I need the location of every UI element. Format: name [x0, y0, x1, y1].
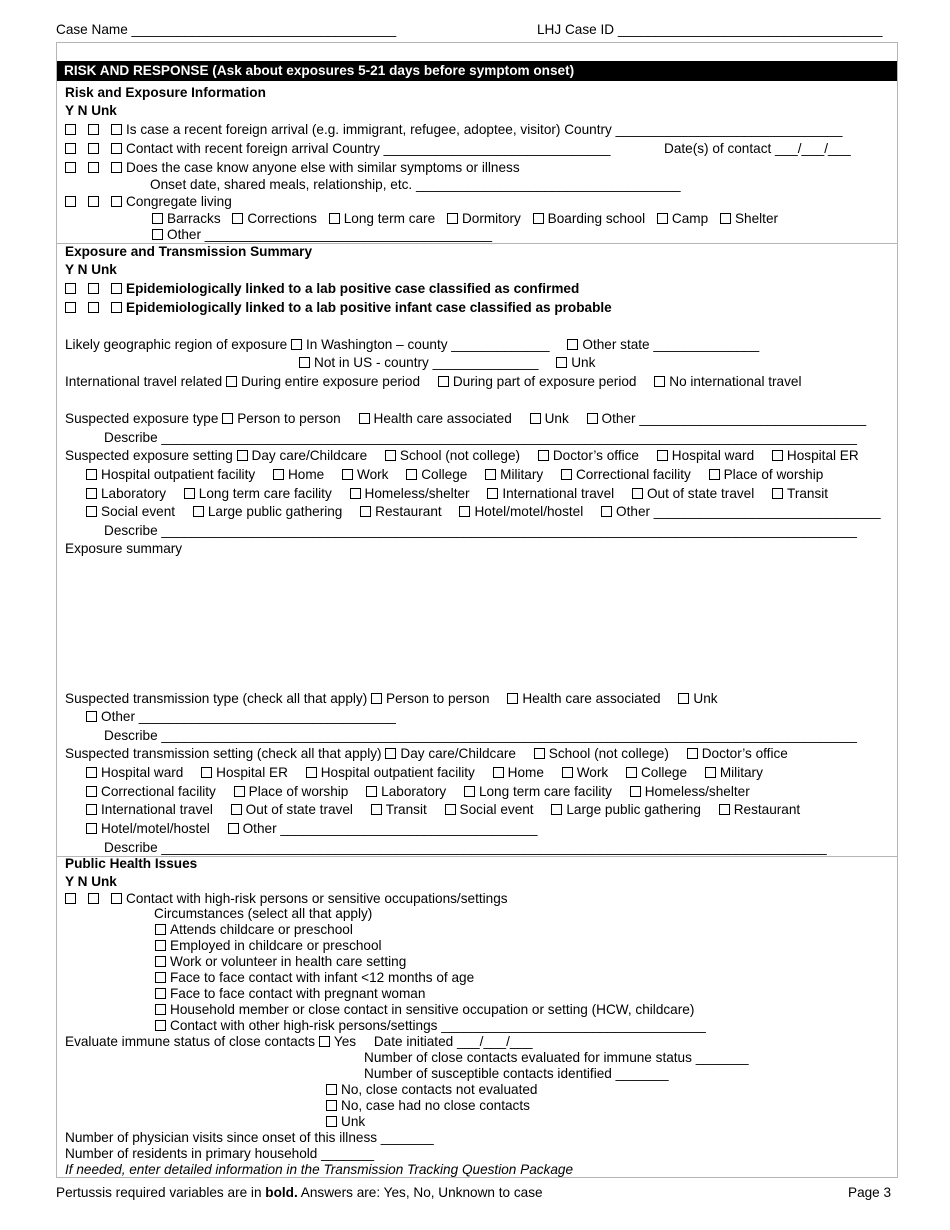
option-label: Work or volunteer in health care setting [170, 954, 407, 969]
exp-type-checkbox[interactable] [359, 413, 370, 424]
option-label: Restaurant [733, 802, 801, 817]
public-health-q1-label: Contact with high-risk persons or sensitive occupations/settings [126, 891, 508, 906]
no-checkbox[interactable] [88, 162, 99, 173]
transmission-setting-row2 [86, 765, 763, 781]
exp-setting-checkbox[interactable] [657, 450, 668, 461]
exp-setting-other-checkbox[interactable] [601, 506, 612, 517]
option-label: Health care associated [522, 691, 661, 706]
transmission-setting-row3 [86, 784, 750, 800]
immune-no-checkbox[interactable] [326, 1084, 337, 1095]
geo-label: Likely geographic region of exposure [65, 337, 288, 352]
footer-pre: Pertussis required variables are in [56, 1185, 266, 1200]
exp-type-other-field[interactable]: Other ______________________________ [601, 411, 867, 426]
exp-type-other-checkbox[interactable] [587, 413, 598, 424]
page-number: Page 3 [848, 1185, 892, 1200]
intl-label: International travel related [65, 374, 223, 389]
risk-q2-label: Contact with recent foreign arrival Country ______________________________ [126, 141, 611, 156]
circumstance-checkbox[interactable] [155, 924, 166, 935]
trans-type-label: Suspected transmission type (check all that apply) [65, 691, 368, 706]
circumstance-checkbox[interactable] [155, 1004, 166, 1015]
circumstance-other-field[interactable]: Contact with other high-risk persons/settings ___________________________________ [170, 1018, 706, 1033]
geo-unk-checkbox[interactable] [556, 357, 567, 368]
summary-title: Exposure and Transmission Summary [65, 244, 313, 259]
congregate-checkbox[interactable] [152, 213, 163, 224]
exp-setting-checkbox[interactable] [487, 488, 498, 499]
option-label: Laboratory [381, 784, 447, 799]
immune-yes-label: Yes [333, 1034, 357, 1049]
trans-setting-other-checkbox[interactable] [228, 823, 239, 834]
exposure-setting-describe-field[interactable]: Describe ____________________________________________________________________________________________ [104, 523, 857, 538]
geo-wa-field[interactable]: In Washington – county _____________ [305, 337, 550, 352]
congregate-options-row [152, 211, 778, 227]
summary-q2-row [65, 300, 612, 316]
summary-q1-label: Epidemiologically linked to a lab positive case classified as confirmed [126, 281, 580, 296]
exposure-type-describe-field[interactable]: Describe ____________________________________________________________________________________________ [104, 430, 857, 445]
option-label: Person to person [386, 691, 490, 706]
yes-checkbox[interactable] [65, 283, 76, 294]
ynu-header: Y N Unk [65, 103, 117, 118]
geo-other-state-checkbox[interactable] [567, 339, 578, 350]
exp-setting-checkbox[interactable] [459, 506, 470, 517]
option-label: Hospital outpatient facility [320, 765, 475, 780]
transmission-tracking-note: If needed, enter detailed information in the Transmission Tracking Question Package [65, 1162, 574, 1177]
trans-setting-checkbox[interactable] [234, 786, 245, 797]
trans-setting-checkbox[interactable] [562, 767, 573, 778]
option-label: Shelter [734, 211, 779, 226]
exp-setting-checkbox[interactable] [184, 488, 195, 499]
transmission-type-row [65, 691, 718, 707]
risk-q3-row [65, 160, 520, 176]
exp-setting-other-field[interactable]: Other ______________________________ [616, 504, 881, 519]
risk-title: Risk and Exposure Information [65, 85, 266, 100]
exp-setting-checkbox[interactable] [632, 488, 643, 499]
exp-setting-checkbox[interactable] [193, 506, 204, 517]
circumstance-row [155, 922, 353, 938]
yes-checkbox[interactable] [65, 893, 76, 904]
option-label: Hospital ward [671, 448, 755, 463]
ynu-header: Y N Unk [65, 262, 117, 277]
date-initiated-field[interactable]: Date initiated ___/___/___ [373, 1034, 533, 1049]
option-label: Face to face contact with pregnant woman [170, 986, 426, 1001]
option-label: No, case had no close contacts [341, 1098, 530, 1113]
exp-setting-checkbox[interactable] [406, 469, 417, 480]
exp-setting-checkbox[interactable] [538, 450, 549, 461]
yes-checkbox[interactable] [65, 143, 76, 154]
option-label: Place of worship [723, 467, 824, 482]
immune-status-row [65, 1034, 533, 1050]
option-label: College [640, 765, 688, 780]
geo-not-us-field[interactable]: Not in US - country ______________ [314, 355, 539, 370]
option-label: Long term care facility [198, 486, 332, 501]
public-health-q1-row [65, 891, 508, 907]
yes-checkbox[interactable] [65, 196, 76, 207]
option-label: Unk [341, 1114, 366, 1129]
trans-setting-checkbox[interactable] [551, 804, 562, 815]
exp-setting-checkbox[interactable] [86, 488, 97, 499]
option-label: Hotel/motel/hostel [474, 504, 584, 519]
trans-setting-checkbox[interactable] [201, 767, 212, 778]
unk-checkbox[interactable] [111, 162, 122, 173]
congregate-checkbox[interactable] [533, 213, 544, 224]
trans-setting-checkbox[interactable] [86, 804, 97, 815]
option-label: Boarding school [547, 211, 646, 226]
trans-setting-checkbox[interactable] [687, 748, 698, 759]
exp-type-checkbox[interactable] [530, 413, 541, 424]
option-label: Day care/Childcare [400, 746, 516, 761]
option-label: Day care/Childcare [251, 448, 368, 463]
section-header-bar [57, 61, 897, 81]
circumstance-row [155, 1002, 694, 1018]
trans-setting-checkbox[interactable] [86, 786, 97, 797]
congregate-checkbox[interactable] [657, 213, 668, 224]
exposure-setting-row1 [65, 448, 859, 464]
option-label: Transit [385, 802, 427, 817]
unk-checkbox[interactable] [111, 893, 122, 904]
exposure-setting-row3 [86, 486, 828, 502]
exp-setting-checkbox[interactable] [86, 506, 97, 517]
circumstance-row [155, 1018, 706, 1034]
footer-bold: bold. [265, 1185, 298, 1200]
exp-setting-checkbox[interactable] [772, 450, 783, 461]
ynu-header: Y N Unk [65, 874, 117, 889]
option-label: Doctor’s office [701, 746, 788, 761]
congregate-checkbox[interactable] [232, 213, 243, 224]
intl-checkbox[interactable] [226, 376, 237, 387]
trans-setting-checkbox[interactable] [385, 748, 396, 759]
option-label: Homeless/shelter [364, 486, 470, 501]
congregate-checkbox[interactable] [329, 213, 340, 224]
no-checkbox[interactable] [88, 143, 99, 154]
num-evaluated-field[interactable]: Number of close contacts evaluated for immune status _______ [364, 1050, 749, 1065]
yes-checkbox[interactable] [65, 302, 76, 313]
exposure-setting-row4 [86, 504, 881, 520]
geo-region-row2 [299, 355, 595, 371]
trans-type-checkbox[interactable] [507, 693, 518, 704]
physician-visits-field[interactable]: Number of physician visits since onset of this illness _______ [65, 1130, 434, 1145]
option-label: Health care associated [373, 411, 512, 426]
exp-setting-checkbox[interactable] [360, 506, 371, 517]
option-label: Hotel/motel/hostel [101, 821, 210, 836]
circumstance-row [155, 970, 474, 986]
option-label: Household member or close contact in sensitive occupation or setting (HCW, childcare) [170, 1002, 695, 1017]
option-label: Out of state travel [646, 486, 755, 501]
exp-type-label: Suspected exposure type [65, 411, 219, 426]
congregate-checkbox[interactable] [720, 213, 731, 224]
option-label: School (not college) [548, 746, 669, 761]
trans-setting-checkbox[interactable] [231, 804, 242, 815]
trans-type-other-field[interactable]: Other __________________________________ [101, 709, 396, 724]
option-label: Unk [544, 411, 569, 426]
option-label: Person to person [237, 411, 341, 426]
congregate-other-field[interactable]: Other ______________________________________ [167, 227, 493, 242]
option-label: During entire exposure period [240, 374, 421, 389]
trans-setting-checkbox[interactable] [366, 786, 377, 797]
trans-setting-other-field[interactable]: Other __________________________________ [242, 821, 538, 836]
trans-setting-checkbox[interactable] [464, 786, 475, 797]
yes-checkbox[interactable] [65, 124, 76, 135]
risk-q4-label: Congregate living [126, 194, 232, 209]
circumstance-checkbox[interactable] [155, 972, 166, 983]
risk-q2-row [65, 141, 610, 157]
immune-label: Evaluate immune status of close contacts [65, 1034, 316, 1049]
circumstance-checkbox[interactable] [155, 1020, 166, 1031]
unk-checkbox[interactable] [111, 283, 122, 294]
option-label: During part of exposure period [452, 374, 637, 389]
option-label: Transit [787, 486, 829, 501]
immune-no-checkbox[interactable] [326, 1100, 337, 1111]
trans-setting-checkbox[interactable] [705, 767, 716, 778]
option-label: Large public gathering [207, 504, 343, 519]
risk-q3-label: Does the case know anyone else with similar symptoms or illness [126, 160, 520, 175]
onset-details-field[interactable]: Onset date, shared meals, relationship, etc. ___________________________________ [150, 177, 681, 192]
trans-type-checkbox[interactable] [371, 693, 382, 704]
lhj-case-id-field[interactable]: LHJ Case ID ___________________________________ [537, 22, 883, 37]
option-label: Homeless/shelter [644, 784, 750, 799]
unk-checkbox[interactable] [111, 302, 122, 313]
option-label: Restaurant [375, 504, 442, 519]
risk-q1-row [65, 122, 842, 138]
yes-checkbox[interactable] [65, 162, 76, 173]
option-label: Camp [671, 211, 709, 226]
geo-other-state-field[interactable]: Other state ______________ [582, 337, 760, 352]
option-label: Employed in childcare or preschool [170, 938, 382, 953]
option-label: Out of state travel [245, 802, 353, 817]
footer-note [56, 1185, 543, 1201]
option-label: Unk [693, 691, 718, 706]
option-label: Doctor’s office [552, 448, 639, 463]
option-label: Laboratory [101, 486, 166, 501]
transmission-type-describe-field[interactable]: Describe ____________________________________________________________________________________________ [104, 728, 857, 743]
option-label: Correctional facility [101, 784, 216, 799]
summary-q1-row [65, 281, 579, 297]
exp-setting-checkbox[interactable] [485, 469, 496, 480]
geo-wa-checkbox[interactable] [291, 339, 302, 350]
circumstances-label: Circumstances (select all that apply) [154, 906, 373, 921]
trans-setting-checkbox[interactable] [445, 804, 456, 815]
option-label: Work [356, 467, 389, 482]
residents-field[interactable]: Number of residents in primary household _______ [65, 1146, 375, 1161]
transmission-type-other-row [86, 709, 396, 725]
option-label: Work [576, 765, 609, 780]
option-label: Attends childcare or preschool [170, 922, 353, 937]
option-label: Dormitory [461, 211, 521, 226]
trans-setting-label: Suspected transmission setting (check all that apply) [65, 746, 382, 761]
option-label: International travel [502, 486, 615, 501]
trans-setting-checkbox[interactable] [626, 767, 637, 778]
intl-checkbox[interactable] [438, 376, 449, 387]
option-label: Long term care facility [478, 784, 612, 799]
congregate-checkbox[interactable] [447, 213, 458, 224]
option-label: International travel [101, 802, 213, 817]
trans-setting-checkbox[interactable] [719, 804, 730, 815]
option-label: Hospital ward [101, 765, 184, 780]
summary-q2-label: Epidemiologically linked to a lab positive infant case classified as probable [126, 300, 612, 315]
risk-q4-row [65, 194, 232, 210]
circumstance-checkbox[interactable] [155, 956, 166, 967]
exp-setting-label: Suspected exposure setting [65, 448, 233, 463]
immune-no-row [326, 1082, 537, 1098]
option-label: Hospital ER [786, 448, 859, 463]
option-label: Social event [459, 802, 534, 817]
trans-type-checkbox[interactable] [678, 693, 689, 704]
exp-setting-checkbox[interactable] [350, 488, 361, 499]
case-name-field[interactable]: Case Name ___________________________________ [56, 22, 397, 37]
risk-q1-label: Is case a recent foreign arrival (e.g. immigrant, refugee, adoptee, visitor) Country ______________________________ [126, 122, 843, 137]
geo-region-row [65, 337, 759, 353]
option-label: Military [500, 467, 544, 482]
circumstance-checkbox[interactable] [155, 988, 166, 999]
trans-setting-checkbox[interactable] [493, 767, 504, 778]
exp-setting-checkbox[interactable] [385, 450, 396, 461]
exp-type-checkbox[interactable] [222, 413, 233, 424]
option-label: Correctional facility [575, 467, 691, 482]
no-checkbox[interactable] [88, 196, 99, 207]
congregate-other-checkbox[interactable] [152, 229, 163, 240]
geo-unk-label: Unk [571, 355, 596, 370]
no-checkbox[interactable] [88, 893, 99, 904]
option-label: College [421, 467, 468, 482]
congregate-other-row [152, 227, 492, 243]
circumstance-row [155, 986, 425, 1002]
intl-checkbox[interactable] [654, 376, 665, 387]
option-label: Home [507, 765, 544, 780]
exposure-summary-label: Exposure summary [65, 541, 183, 556]
section-header: RISK AND RESPONSE (Ask about exposures 5-21 days before symptom onset) [64, 63, 575, 78]
option-label: No international travel [669, 374, 802, 389]
transmission-setting-describe-field[interactable]: Describe ________________________________________________________________________________________ [104, 840, 827, 855]
exp-setting-checkbox[interactable] [86, 469, 97, 480]
public-health-title: Public Health Issues [65, 856, 198, 871]
option-label: Social event [101, 504, 176, 519]
option-label: Corrections [247, 211, 317, 226]
trans-setting-checkbox[interactable] [371, 804, 382, 815]
trans-type-other-checkbox[interactable] [86, 711, 97, 722]
no-checkbox[interactable] [88, 302, 99, 313]
exp-setting-checkbox[interactable] [709, 469, 720, 480]
circumstance-row [155, 938, 382, 954]
exp-setting-checkbox[interactable] [561, 469, 572, 480]
circumstance-checkbox[interactable] [155, 940, 166, 951]
geo-not-us-checkbox[interactable] [299, 357, 310, 368]
trans-setting-checkbox[interactable] [306, 767, 317, 778]
exp-setting-checkbox[interactable] [772, 488, 783, 499]
trans-setting-checkbox[interactable] [86, 823, 97, 834]
transmission-setting-row1 [65, 746, 788, 762]
unk-checkbox[interactable] [111, 124, 122, 135]
option-label: Large public gathering [566, 802, 701, 817]
option-label: Military [719, 765, 763, 780]
option-label: School (not college) [399, 448, 521, 463]
immune-unk-row [326, 1114, 365, 1130]
immune-yes-checkbox[interactable] [319, 1036, 330, 1047]
option-label: No, close contacts not evaluated [341, 1082, 538, 1097]
trans-setting-checkbox[interactable] [86, 767, 97, 778]
circumstance-row [155, 954, 406, 970]
exp-setting-checkbox[interactable] [237, 450, 248, 461]
option-label: Place of worship [248, 784, 349, 799]
trans-setting-checkbox[interactable] [534, 748, 545, 759]
no-checkbox[interactable] [88, 124, 99, 135]
unk-checkbox[interactable] [111, 143, 122, 154]
option-label: Home [287, 467, 325, 482]
option-label: Face to face contact with infant <12 months of age [170, 970, 475, 985]
option-label: Hospital ER [216, 765, 288, 780]
option-label: Hospital outpatient facility [101, 467, 256, 482]
unk-checkbox[interactable] [111, 196, 122, 207]
exp-setting-checkbox[interactable] [342, 469, 353, 480]
intl-travel-row [65, 374, 801, 390]
immune-unk-checkbox[interactable] [326, 1116, 337, 1127]
footer-post: Answers are: Yes, No, Unknown to case [297, 1185, 543, 1200]
transmission-setting-row4 [86, 802, 800, 818]
contact-date-field[interactable]: Date(s) of contact ___/___/___ [664, 141, 851, 156]
num-susceptible-field[interactable]: Number of susceptible contacts identified _______ [364, 1066, 669, 1081]
immune-no-row [326, 1098, 530, 1114]
exp-setting-checkbox[interactable] [273, 469, 284, 480]
exposure-type-row [65, 411, 866, 427]
no-checkbox[interactable] [88, 283, 99, 294]
transmission-setting-row5 [86, 821, 537, 837]
trans-setting-checkbox[interactable] [630, 786, 641, 797]
option-label: Long term care [343, 211, 436, 226]
option-label: Barracks [167, 211, 221, 226]
exposure-setting-row2 [86, 467, 823, 483]
